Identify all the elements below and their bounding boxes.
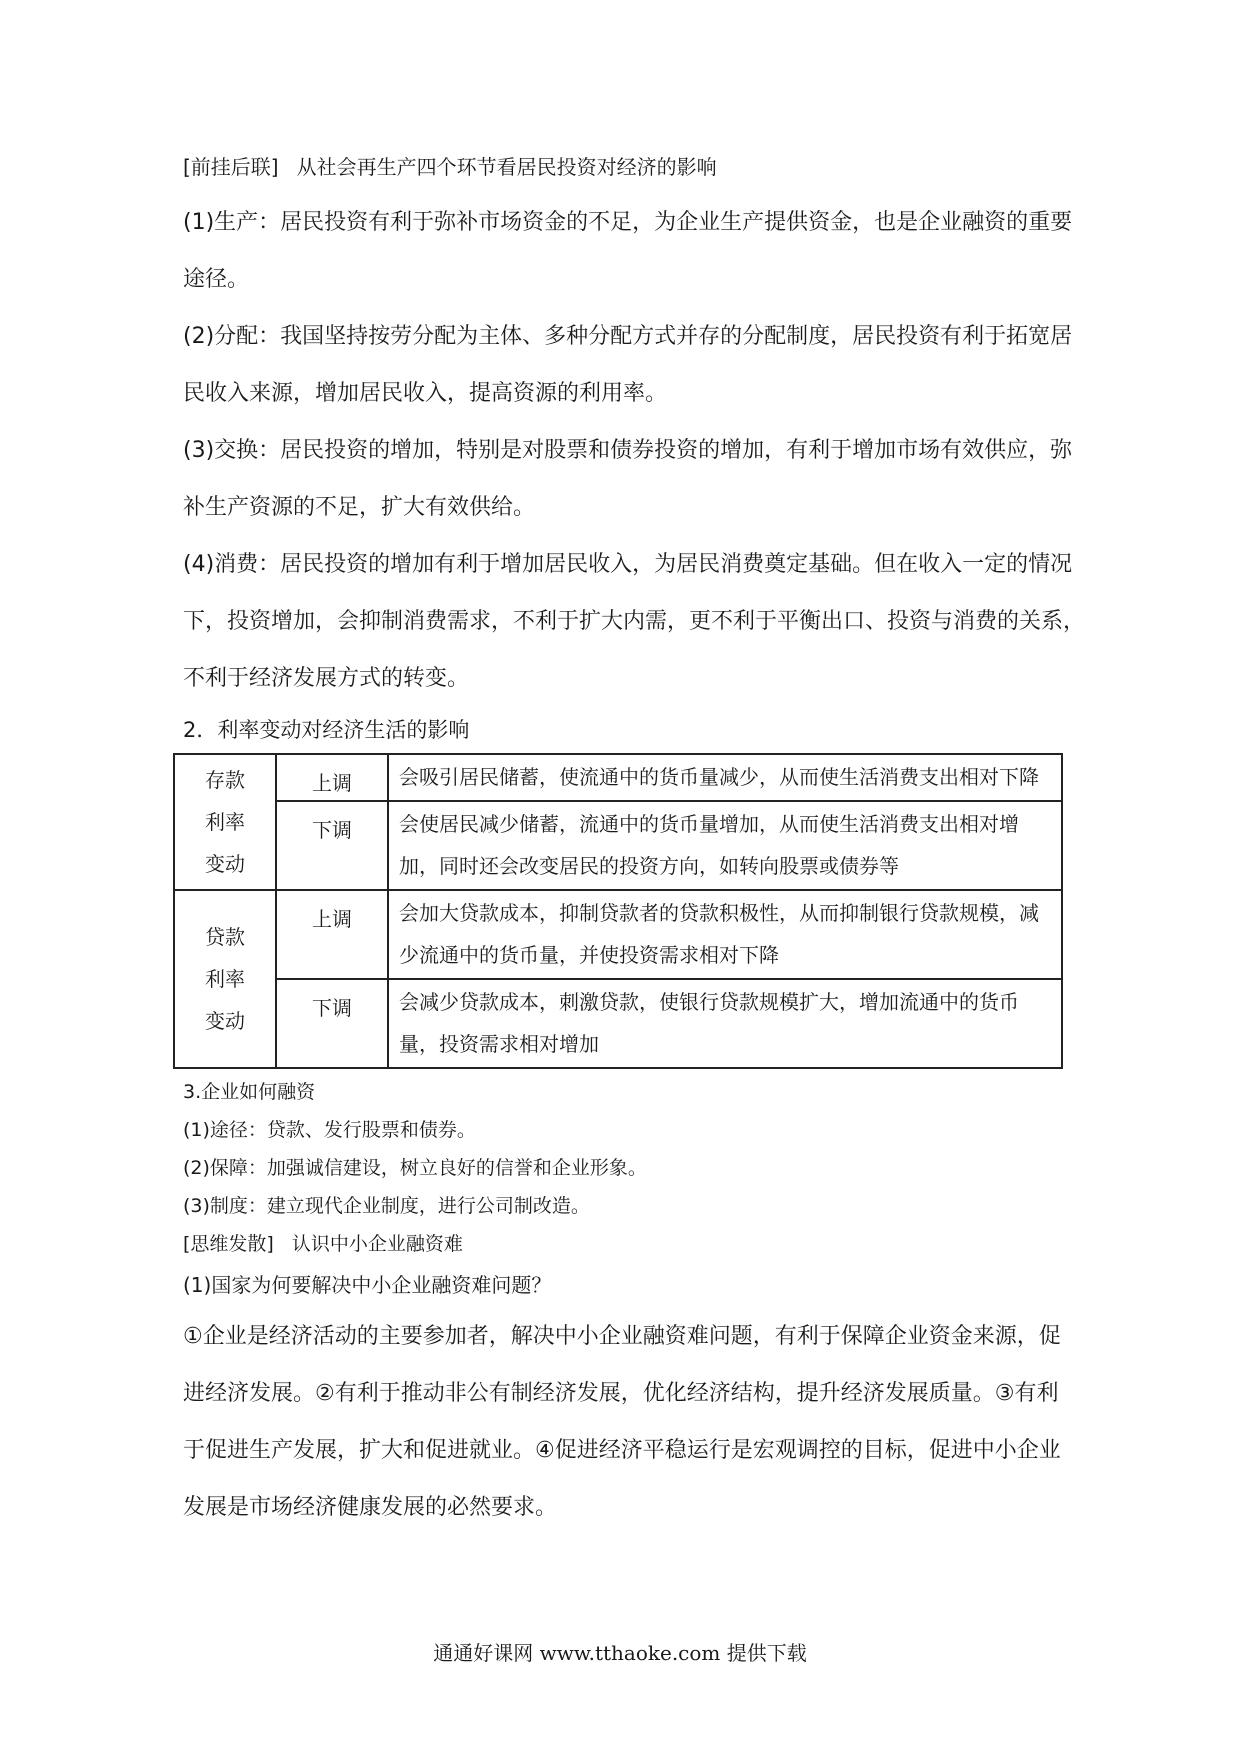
thinking-question: (1)国家为何要解决中小企业融资难问题？ <box>183 1273 552 1297</box>
table-row <box>174 979 1062 1068</box>
consumption-line-3: 不利于经济发展方式的转变。 <box>183 666 470 691</box>
loan-rate-label: 贷款 利率 变动 <box>174 890 276 1068</box>
thinking-heading <box>183 1225 1068 1263</box>
rate-section-title: 2．利率变动对经济生活的影响 <box>183 718 470 742</box>
thinking-answer-line-3: 于促进生产发展，扩大和促进就业。④促进经济平稳运行是宏观调控的目标，促进中小企业 <box>183 1438 1061 1463</box>
deposit-up-effect: 会吸引居民储蓄，使流通中的货币量减少，从而使生活消费支出相对下降 <box>388 754 1062 801</box>
distribution-line-1: (2)分配：我国坚持按劳分配为主体、多种分配方式并存的分配制度，居民投资有利于拓宽居 <box>183 324 1073 349</box>
thinking-answer-line-4: 发展是市场经济健康发展的必然要求。 <box>183 1495 558 1520</box>
section-link-heading <box>183 152 1068 182</box>
financing-section <box>183 1073 1068 1263</box>
consumption-line-1: (4)消费：居民投资的增加有利于增加居民收入，为居民消费奠定基础。但在收入一定的情况 <box>183 552 1073 577</box>
table-row <box>174 890 1062 979</box>
deposit-up-label: 上调 <box>276 754 388 801</box>
exchange-line-1: (3)交换：居民投资的增加，特别是对股票和债券投资的增加，有利于增加市场有效供应，弥 <box>183 438 1073 463</box>
loan-down-label: 下调 <box>276 979 388 1068</box>
loan-down-effect: 会减少贷款成本，刺激贷款，使银行贷款规模扩大，增加流通中的货币量，投资需求相对增加 <box>388 979 1062 1068</box>
page-content <box>183 150 1086 1536</box>
table-row <box>174 754 1062 801</box>
financing-item-1: (1)途径：贷款、发行股票和债券。 <box>183 1119 476 1141</box>
loan-up-effect: 会加大贷款成本，抑制贷款者的贷款积极性，从而抑制银行贷款规模，减少流通中的货币量，并使投资需求相对下降 <box>388 890 1062 979</box>
production-line-1: (1)生产：居民投资有利于弥补市场资金的不足，为企业生产提供资金，也是企业融资的重要 <box>183 210 1073 235</box>
footer-download-note: 通通好课网 www.tthaoke.com 提供下载 <box>433 1641 807 1665</box>
deposit-rate-label: 存款 利率 变动 <box>174 754 276 890</box>
table-row <box>174 801 1062 890</box>
deposit-down-effect: 会使居民减少储蓄，流通中的货币量增加，从而使生活消费支出相对增加，同时还会改变居民的投资方向，如转向股票或债券等 <box>388 801 1062 890</box>
deposit-down-label: 下调 <box>276 801 388 890</box>
financing-title: 3.企业如何融资 <box>183 1081 316 1103</box>
interest-rate-table <box>173 753 1063 1069</box>
production-line-2: 途径。 <box>183 267 250 292</box>
consumption-line-2: 下，投资增加，会抑制消费需求，不利于扩大内需，更不利于平衡出口、投资与消费的关系， <box>183 609 1086 634</box>
financing-item-2: (2)保障：加强诚信建设，树立良好的信誉和企业形象。 <box>183 1157 647 1179</box>
thinking-answer-line-1: ①企业是经济活动的主要参加者，解决中小企业融资难问题，有利于保障企业资金来源，促 <box>183 1324 1061 1349</box>
loan-up-label: 上调 <box>276 890 388 979</box>
section-link-tag: [前挂后联] <box>183 155 279 179</box>
exchange-line-2: 补生产资源的不足，扩大有效供给。 <box>183 495 536 520</box>
distribution-line-2: 民收入来源，增加居民收入，提高资源的利用率。 <box>183 381 668 406</box>
thinking-tag: [思维发散] <box>183 1233 274 1255</box>
thinking-answer-line-2: 进经济发展。②有利于推动非公有制经济发展，优化经济结构，提升经济发展质量。③有利 <box>183 1381 1059 1406</box>
financing-item-3: (3)制度：建立现代企业制度，进行公司制改造。 <box>183 1195 590 1217</box>
thinking-title: 认识中小企业融资难 <box>291 1233 463 1255</box>
section-link-title: 从社会再生产四个环节看居民投资对经济的影响 <box>296 155 717 179</box>
